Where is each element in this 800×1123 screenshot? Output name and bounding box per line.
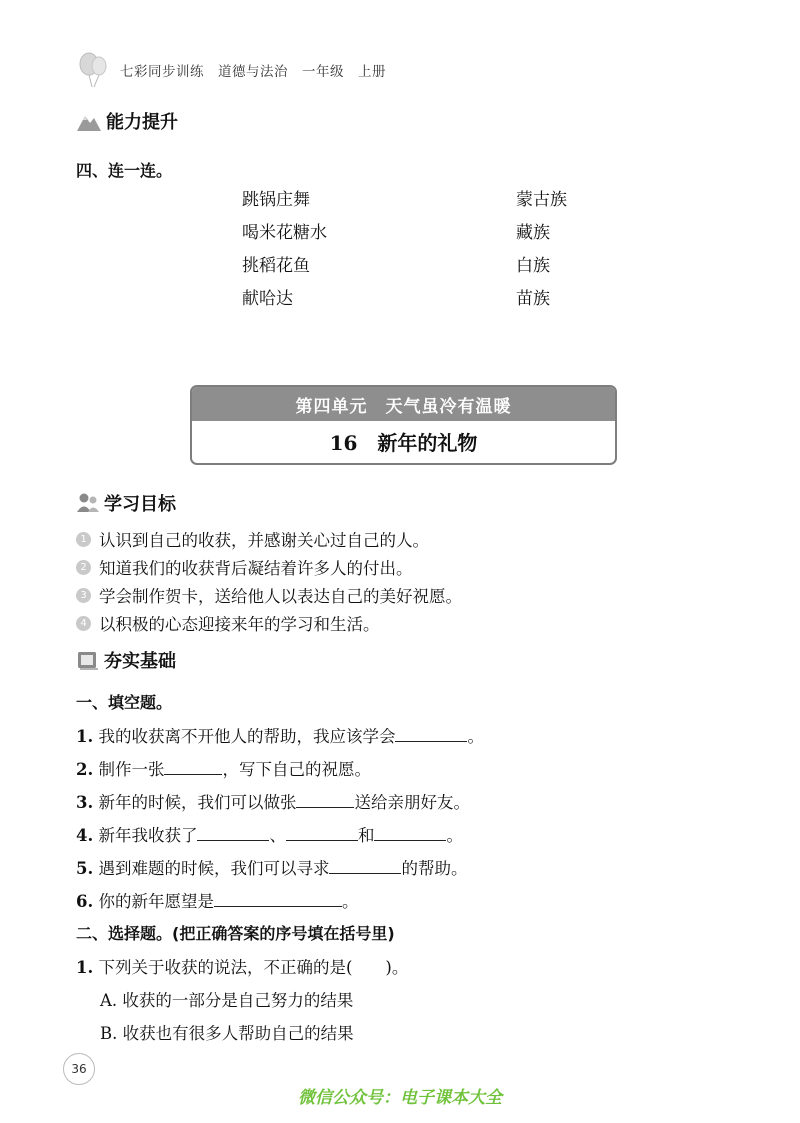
match-left-item[interactable]: 挑稻花鱼 <box>242 256 310 276</box>
fill-q1 <box>76 723 484 747</box>
match-right-column <box>516 191 567 309</box>
question-text: 。 <box>467 727 484 746</box>
basics-title: 夯实基础 <box>104 651 176 672</box>
question-number: 1. <box>76 958 94 977</box>
match-left-item[interactable]: 献哈达 <box>242 289 293 309</box>
goal-text: 认识到自己的收获，并感谢关心过自己的人。 <box>99 531 429 550</box>
choice-title: 二、选择题。(把正确答案的序号填在括号里) <box>76 924 395 943</box>
unit-title-box <box>190 385 617 465</box>
match-left-column <box>242 191 327 309</box>
goal-number: 2 <box>76 560 91 575</box>
fill-q4 <box>76 822 463 846</box>
goals-heading <box>76 490 176 516</box>
question-text: 的帮助。 <box>401 859 468 878</box>
page-header <box>78 52 498 88</box>
match-right-item[interactable]: 苗族 <box>516 289 550 309</box>
balloon-icon <box>78 52 108 88</box>
match-right-item[interactable]: 白族 <box>516 256 550 276</box>
ability-title: 能力提升 <box>106 112 178 133</box>
unit-title: 第四单元 天气虽冷有温暖 <box>192 387 615 421</box>
goal-text: 以积极的心态迎接来年的学习和生活。 <box>99 615 380 634</box>
header-text: 七彩同步训练 道德与法治 一年级 上册 <box>120 64 386 80</box>
answer-blank[interactable] <box>296 793 354 808</box>
match-left-item[interactable]: 喝米花糖水 <box>242 223 327 243</box>
question-text: ，写下自己的祝愿。 <box>222 760 371 779</box>
fill-q5 <box>76 855 467 879</box>
question-text: 新年我收获了 <box>98 826 198 845</box>
goal-item <box>76 611 380 635</box>
question-text: 新年的时候，我们可以做张 <box>98 793 297 812</box>
question-text: 、 <box>269 826 286 845</box>
match-right-item[interactable]: 藏族 <box>516 223 550 243</box>
answer-blank[interactable] <box>395 727 467 742</box>
question-text: 。 <box>446 826 463 845</box>
footer-watermark: 微信公众号：电子课本大全 <box>298 1088 502 1108</box>
answer-blank[interactable] <box>197 826 269 841</box>
goal-number: 4 <box>76 616 91 631</box>
people-icon <box>76 492 100 514</box>
question-number: 6. <box>76 892 94 911</box>
basics-heading <box>76 647 176 673</box>
fill-q2 <box>76 756 371 780</box>
goals-title: 学习目标 <box>104 494 176 515</box>
goal-item <box>76 583 462 607</box>
fill-title: 一、填空题。 <box>76 693 173 712</box>
fill-q6 <box>76 888 358 912</box>
answer-blank[interactable] <box>286 826 358 841</box>
question-text: 你的新年愿望是 <box>98 892 214 911</box>
goal-number: 1 <box>76 532 91 547</box>
match-question-title: 四、连一连。 <box>76 161 173 180</box>
lesson-title: 16 新年的礼物 <box>329 430 478 455</box>
question-text: 遇到难题的时候，我们可以寻求 <box>98 859 330 878</box>
question-number: 5. <box>76 859 94 878</box>
question-number: 4. <box>76 826 94 845</box>
question-text: 制作一张 <box>98 760 165 779</box>
book-icon <box>76 649 100 671</box>
mountain-icon <box>76 110 102 132</box>
fill-q3 <box>76 789 470 813</box>
question-text: 和 <box>357 826 375 845</box>
question-number: 1. <box>76 727 94 746</box>
choice-option[interactable]: A. 收获的一部分是自己努力的结果 <box>100 991 354 1010</box>
choice-option[interactable]: B. 收获也有很多人帮助自己的结果 <box>100 1024 354 1043</box>
question-number: 3. <box>76 793 94 812</box>
match-left-item[interactable]: 跳锅庄舞 <box>242 190 310 210</box>
goal-number: 3 <box>76 588 91 603</box>
answer-blank[interactable] <box>329 859 401 874</box>
page-number: 36 <box>63 1053 95 1085</box>
question-text: 。 <box>341 892 359 911</box>
goal-text: 学会制作贺卡，送给他人以表达自己的美好祝愿。 <box>99 587 462 606</box>
choice-q1 <box>76 954 408 978</box>
answer-blank[interactable] <box>164 760 222 775</box>
question-text: 下列关于收获的说法，不正确的是( )。 <box>98 958 409 977</box>
answer-blank[interactable] <box>374 826 446 841</box>
answer-blank[interactable] <box>214 892 342 907</box>
question-text: 我的收获离不开他人的帮助，我应该学会 <box>98 727 396 746</box>
match-right-item[interactable]: 蒙古族 <box>516 190 567 210</box>
ability-heading <box>76 108 178 134</box>
goal-text: 知道我们的收获背后凝结着许多人的付出。 <box>99 559 413 578</box>
question-number: 2. <box>76 760 94 779</box>
question-text: 送给亲朋好友。 <box>354 793 470 812</box>
goal-item <box>76 527 429 551</box>
goal-item <box>76 555 413 579</box>
